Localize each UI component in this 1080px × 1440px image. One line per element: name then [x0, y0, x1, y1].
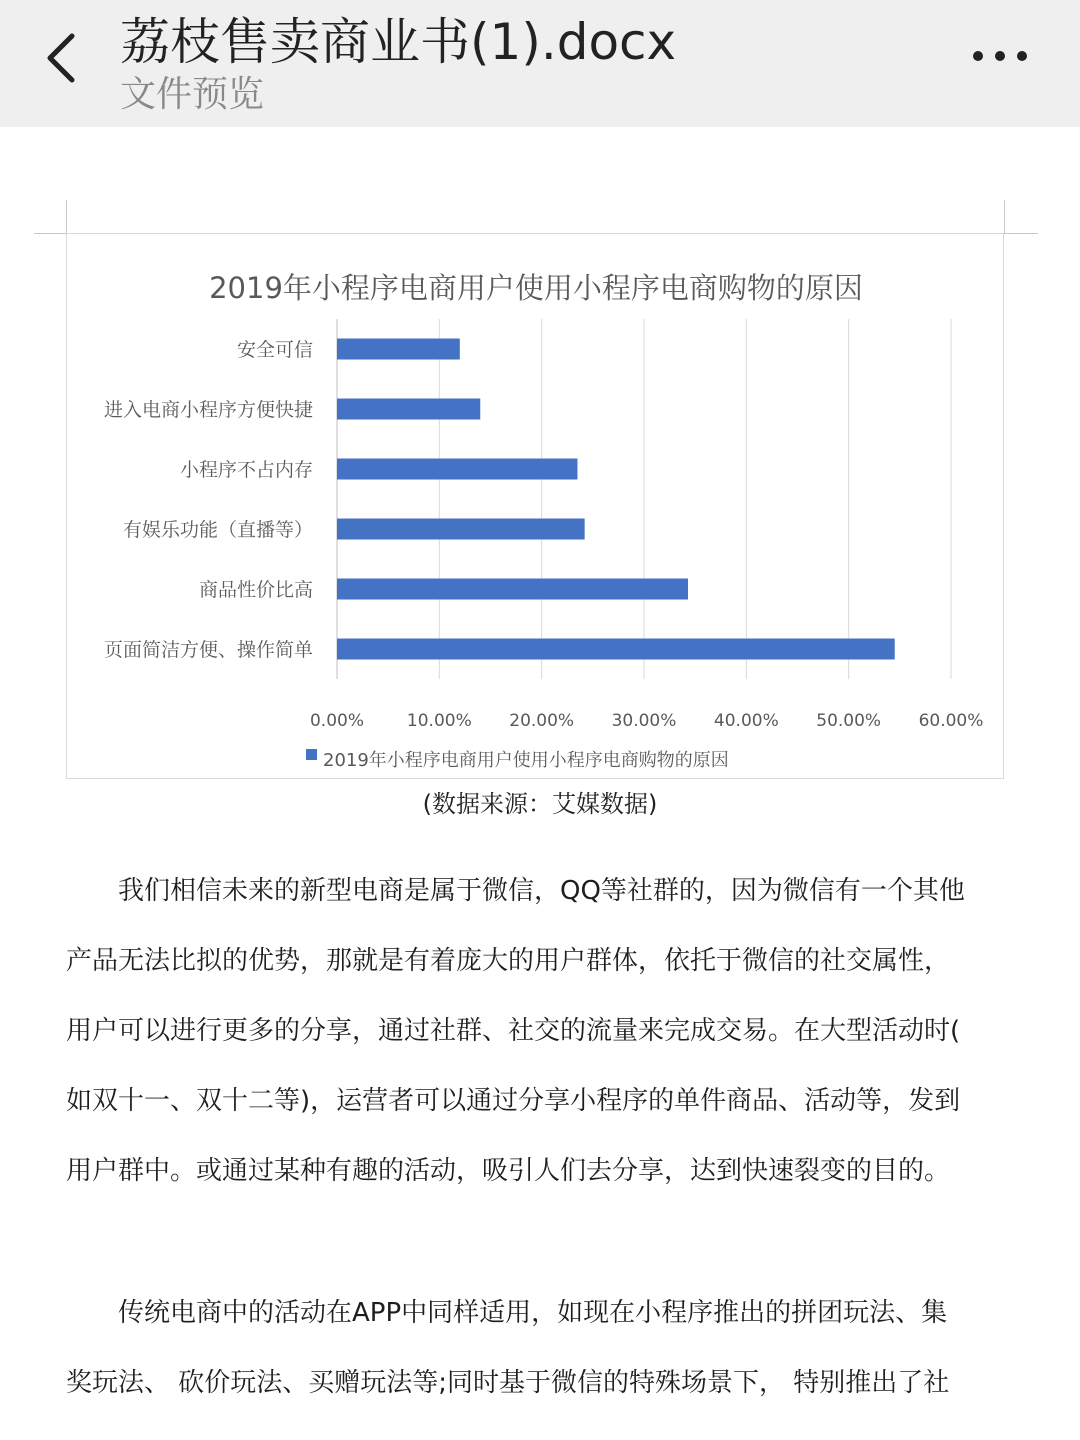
bar — [337, 399, 480, 420]
back-button[interactable] — [22, 18, 102, 98]
paragraph-line: 传统电商中的活动在APP中同样适用，如现在小程序推出的拼团玩法、集 — [66, 1298, 948, 1328]
more-options-button[interactable] — [960, 28, 1040, 84]
legend-swatch — [306, 749, 317, 760]
chart-title: 2019年小程序电商用户使用小程序电商购物的原因 — [209, 271, 863, 305]
bar — [337, 339, 460, 360]
paragraph — [66, 856, 1006, 1206]
bar-chart — [67, 234, 1005, 780]
paragraph-line: 产品无法比拟的优势，那就是有着庞大的用户群体，依托于微信的社交属性， — [66, 946, 951, 976]
x-tick-label: 30.00% — [611, 711, 677, 731]
bar — [337, 579, 688, 600]
paragraph-line: 我们相信未来的新型电商是属于微信，QQ等社群的，因为微信有一个其他 — [66, 876, 965, 906]
category-label: 商品性价比高 — [198, 579, 313, 601]
crop-mark — [34, 233, 67, 234]
category-label: 有娱乐功能（直播等） — [122, 519, 313, 541]
category-label: 安全可信 — [236, 339, 313, 361]
x-tick-label: 20.00% — [509, 711, 575, 731]
crop-mark — [1004, 233, 1038, 234]
bar — [337, 459, 577, 480]
document-title: 荔枝售卖商业书(1).docx — [120, 13, 677, 71]
category-label: 进入电商小程序方便快捷 — [103, 399, 313, 421]
top-app-bar — [0, 0, 1080, 127]
bar — [337, 519, 585, 540]
crop-mark — [66, 200, 67, 234]
x-tick-label: 60.00% — [918, 711, 984, 731]
paragraph-line: 如双十一、双十二等)，运营者可以通过分享小程序的单件商品、活动等，发到 — [66, 1086, 961, 1116]
category-label: 小程序不占内存 — [179, 459, 313, 481]
legend-label: 2019年小程序电商用户使用小程序电商购物的原因 — [323, 750, 729, 771]
chart-frame — [66, 233, 1004, 779]
paragraph — [66, 1278, 1006, 1418]
x-tick-label: 50.00% — [816, 711, 882, 731]
x-tick-label: 40.00% — [713, 711, 779, 731]
bar — [337, 639, 895, 660]
document-subtitle: 文件预览 — [120, 74, 265, 115]
paragraph-line: 用户可以进行更多的分享，通过社群、社交的流量来完成交易。在大型活动时( — [66, 1016, 961, 1046]
chart-caption: (数据来源：艾媒数据) — [422, 790, 658, 818]
chevron-left-icon — [42, 28, 82, 88]
crop-mark — [1004, 200, 1005, 234]
paragraph-line: 用户群中。或通过某种有趣的活动，吸引人们去分享，达到快速裂变的目的。 — [66, 1156, 951, 1186]
paragraph-line: 奖玩法、 砍价玩法、买赠玩法等;同时基于微信的特殊场景下， 特别推出了社 — [66, 1368, 950, 1398]
category-label: 页面简洁方便、操作简单 — [103, 639, 313, 661]
x-tick-label: 10.00% — [406, 711, 472, 731]
x-tick-label: 0.00% — [309, 711, 365, 731]
more-horizontal-icon — [970, 48, 1030, 64]
